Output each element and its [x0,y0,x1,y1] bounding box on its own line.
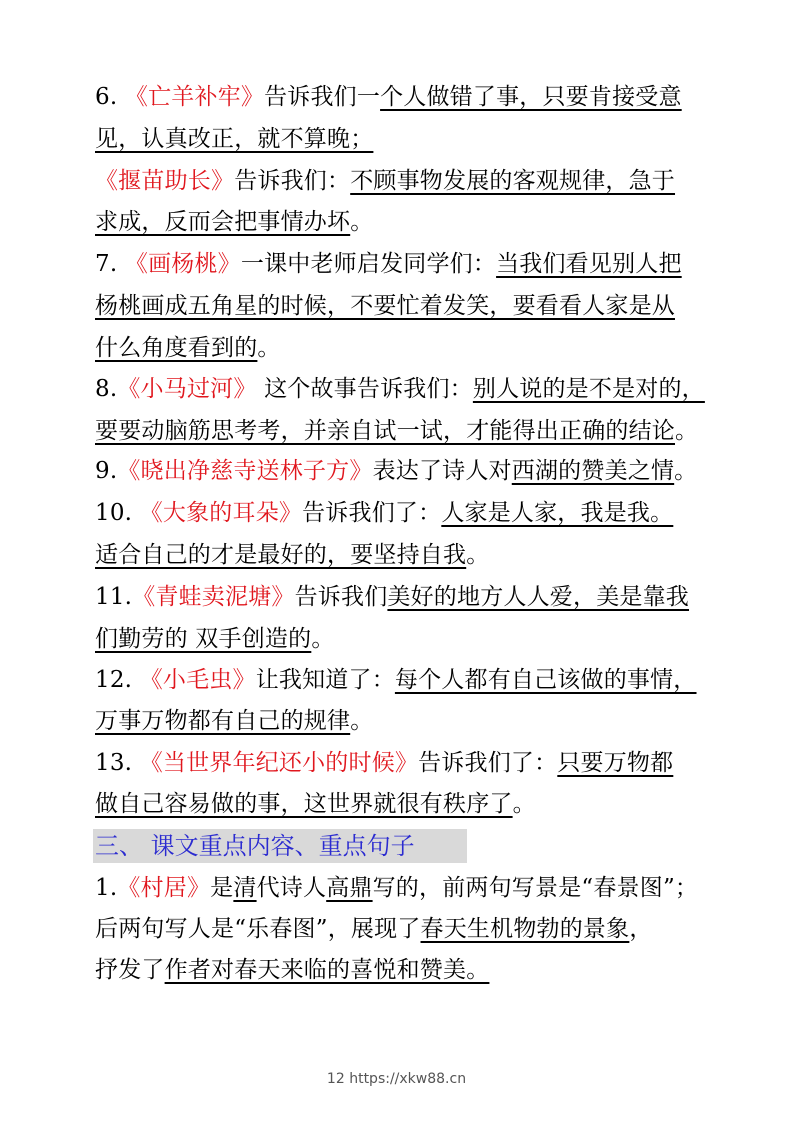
item-key-text: 什么角度看到的 [95,335,258,361]
period: 。 [350,209,374,235]
item-key-text: 西湖的赞美之情 [511,458,675,484]
item-11-line-2 [95,624,705,654]
item-key-text: 作者对春天来临的喜悦和赞美。 [164,957,490,983]
item-key-text: 美好的地方人人爱，美是靠我 [387,584,690,610]
item-text: 这个故事告诉我们： [256,376,473,402]
item-key-text: 不顾事物发展的客观规律，急于 [350,168,676,194]
item-text: 代诗人 [256,875,327,901]
page-number: 12 [326,1071,345,1087]
item-9-line-1 [95,456,705,486]
item-text: 让我知道了： [255,667,395,693]
item-8-line-2 [95,416,705,446]
item-6b-line-1 [95,166,705,196]
footer-url: https://xkw88.cn [349,1071,467,1087]
period: 。 [512,791,536,817]
item-key-text: 适合自己的才是最好的，要坚持自我 [95,542,467,568]
item-key-text: 别人说的是不是对的， [472,376,705,402]
item-11-line-1 [95,582,705,612]
item-key-text: 只要万物都 [557,750,674,776]
item-key-text: 杨桃画成五角星的时候，不要忙着发笑，要看看人家是从 [95,293,675,319]
item-number: 7. [95,251,118,277]
item-number: 6. [95,84,118,110]
item-number: 11. [95,584,133,610]
cunju-line-2 [95,914,705,944]
lesson-title: 《亡羊补牢》 [124,84,265,110]
item-number: 13. [95,750,133,776]
lesson-title: 《揠苗助长》 [95,168,235,194]
poet-name: 高鼎 [326,875,373,901]
item-text: ， [629,916,653,942]
period: 。 [466,542,490,568]
item-key-text: 人家是人家，我是我。 [441,500,674,526]
period: 。 [350,708,374,734]
item-text: 一课中老师启发同学们： [240,251,497,277]
item-key-text: 做自己容易做的事，这世界就很有秩序了 [95,791,513,817]
item-text: 告诉我们： [234,168,351,194]
period: 。 [675,418,699,444]
period: 。 [674,458,698,484]
lesson-title: 《大象的耳朵》 [139,500,303,526]
item-text: 告诉我们了： [418,750,558,776]
item-text: 告诉我们了： [302,500,442,526]
section-heading: 三、 课文重点内容、重点句子 [95,832,415,860]
item-13-line-2 [95,789,705,819]
item-text: 告诉我们 [294,584,388,610]
item-12-line-1 [95,665,705,695]
item-key-text: 每个人都有自己该做的事情， [394,667,697,693]
item-number: 8. [95,376,118,402]
item-6b-line-2 [95,207,705,237]
item-12-line-2 [95,706,705,736]
item-6-line-1 [95,82,705,112]
item-text: 表达了诗人对 [372,458,512,484]
item-7-line-2 [95,291,705,321]
lesson-title: 《村居》 [117,875,211,901]
item-6-line-2 [95,124,705,154]
item-key-text: 春天生机物勃的景象 [420,916,630,942]
item-text: 后两句写人是“乐春图”，展现了 [95,916,421,942]
item-8-line-1 [95,374,705,404]
item-number: 9. [95,458,118,484]
item-text: 是 [210,875,234,901]
lesson-title: 《小毛虫》 [139,667,256,693]
item-text: 写的，前两句写景是“春景图”； [372,875,699,901]
page-footer [0,1071,793,1087]
item-7-line-3 [95,333,705,363]
item-key-text: 们勤劳的 双手创造的 [95,626,312,652]
item-key-text: 当我们看见别人把 [496,251,682,277]
lesson-title: 《小马过河》 [117,376,257,402]
item-10-line-2 [95,540,705,570]
item-key-text: 要要动脑筋思考考，并亲自试一试，才能得出正确的结论 [95,418,675,444]
period: 。 [311,626,335,652]
item-key-text: 个人做错了事，只要肯接受意 [380,84,682,110]
item-key-text: 万事万物都有自己的规律 [95,708,351,734]
item-number: 1. [95,875,118,901]
item-7-line-1 [95,249,705,279]
lesson-title: 《画杨桃》 [124,251,241,277]
lesson-title: 《当世界年纪还小的时候》 [139,750,419,776]
item-key-text: 见，认真改正，就不算晚； [95,126,374,152]
item-key-text: 求成，反而会把事情办坏 [95,209,351,235]
cunju-line-1 [95,873,705,903]
item-text: 抒发了 [95,957,165,983]
item-number: 10. [95,500,133,526]
item-text: 告诉我们一 [264,84,381,110]
cunju-line-3 [95,955,705,985]
item-number: 12. [95,667,133,693]
period: 。 [257,335,281,361]
dynasty: 清 [233,875,257,901]
lesson-title: 《青蛙卖泥塘》 [132,584,295,610]
lesson-title: 《晓出净慈寺送林子方》 [117,458,373,484]
item-13-line-1 [95,748,705,778]
item-10-line-1 [95,498,705,528]
